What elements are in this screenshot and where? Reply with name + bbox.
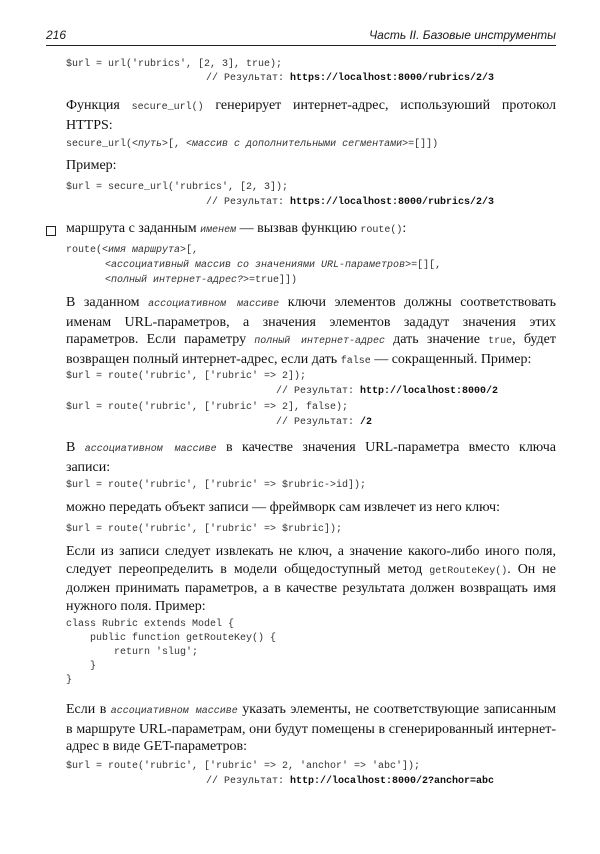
page-number: 216 [46,28,67,42]
code-route-record-object: $url = route('rubric', ['rubric' => $rubric]); [66,524,343,535]
paragraph-get-params: Если в ассоциативном массиве указать элементы, не соответствующие записанным в маршруте URL-параметрам, они будут помещены в сгенерированный интернет-адрес в виде GET-параметров: [66,702,556,754]
paragraph-pass-record: можно передать объект записи — фреймворк сам извлечет из него ключ: [66,500,500,515]
code-url-example: $url = url('rubrics', [2, 3], true); [66,59,283,70]
chapter-title: Часть II. Базовые инструменты [369,28,556,42]
code-class-rubric: class Rubric extends Model { public function getRouteKey() { return 'slug'; } } [66,619,277,686]
code-route-anchor-result: // Результат: http://localhost:8000/2?anchor=abc [206,776,495,787]
code-route-signature-line2: <ассоциативный массив со значениями URL-параметров>=[][, [105,260,442,271]
code-route-example-full: $url = route('rubric', ['rubric' => 2]); [66,371,307,382]
code-url-result: // Результат: https://localhost:8000/rubrics/2/3 [206,73,495,84]
code-route-record-id: $url = route('rubric', ['rubric' => $rubric->id]); [66,480,367,491]
code-route-example-short: $url = route('rubric', ['rubric' => 2], false); [66,402,349,413]
code-secure-url-result: // Результат: https://localhost:8000/rubrics/2/3 [206,197,495,208]
code-secure-url-signature: secure_url(<путь>[, <массив с дополнительными сегментами>=[]]) [66,139,439,150]
paragraph-secure-url: Функция secure_url() генерирует интернет-адрес, используюший протокол HTTPS: [66,98,557,133]
code-route-result-full: // Результат: http://localhost:8000/2 [276,386,499,397]
code-route-result-short: // Результат: /2 [276,417,373,428]
code-route-signature-line1: route(<имя маршрута>[, [66,245,199,256]
paragraph-assoc-array: В заданном ассоциативном массиве ключи элементов должны соответствовать именам URL-параметров, а значения элементов зададут значения этих параметров. Если параметру полный интернет-адрес дать значение true, будет возвращен полный интернет-адрес, если дать false — сокращенный. Пример: [66,295,556,367]
paragraph-example-label: Пример: [66,158,117,173]
code-route-anchor-example: $url = route('rubric', ['rubric' => 2, 'anchor' => 'abc']); [66,761,421,772]
paragraph-record-key: В ассоциативном массиве в качестве значения URL-параметра вместо ключа записи: [66,440,556,475]
bullet-route-text: маршрута с заданным именем — вызвав функцию route(): [66,221,407,236]
paragraph-route-key: Если из записи следует извлекать не ключ, а значение какого-либо иного поля, следует переопределить в модели общедоступный метод getRouteKey(). Он не должен принимать параметров, а в качестве результата должен возвращать имя нужного поля. Пример: [66,544,556,614]
bullet-checkbox-icon [46,226,56,236]
code-secure-url-example: $url = secure_url('rubrics', [2, 3]); [66,182,289,193]
code-route-signature-line3: <полный интернет-адрес?>=true]]) [105,275,298,286]
page-header [46,27,556,46]
